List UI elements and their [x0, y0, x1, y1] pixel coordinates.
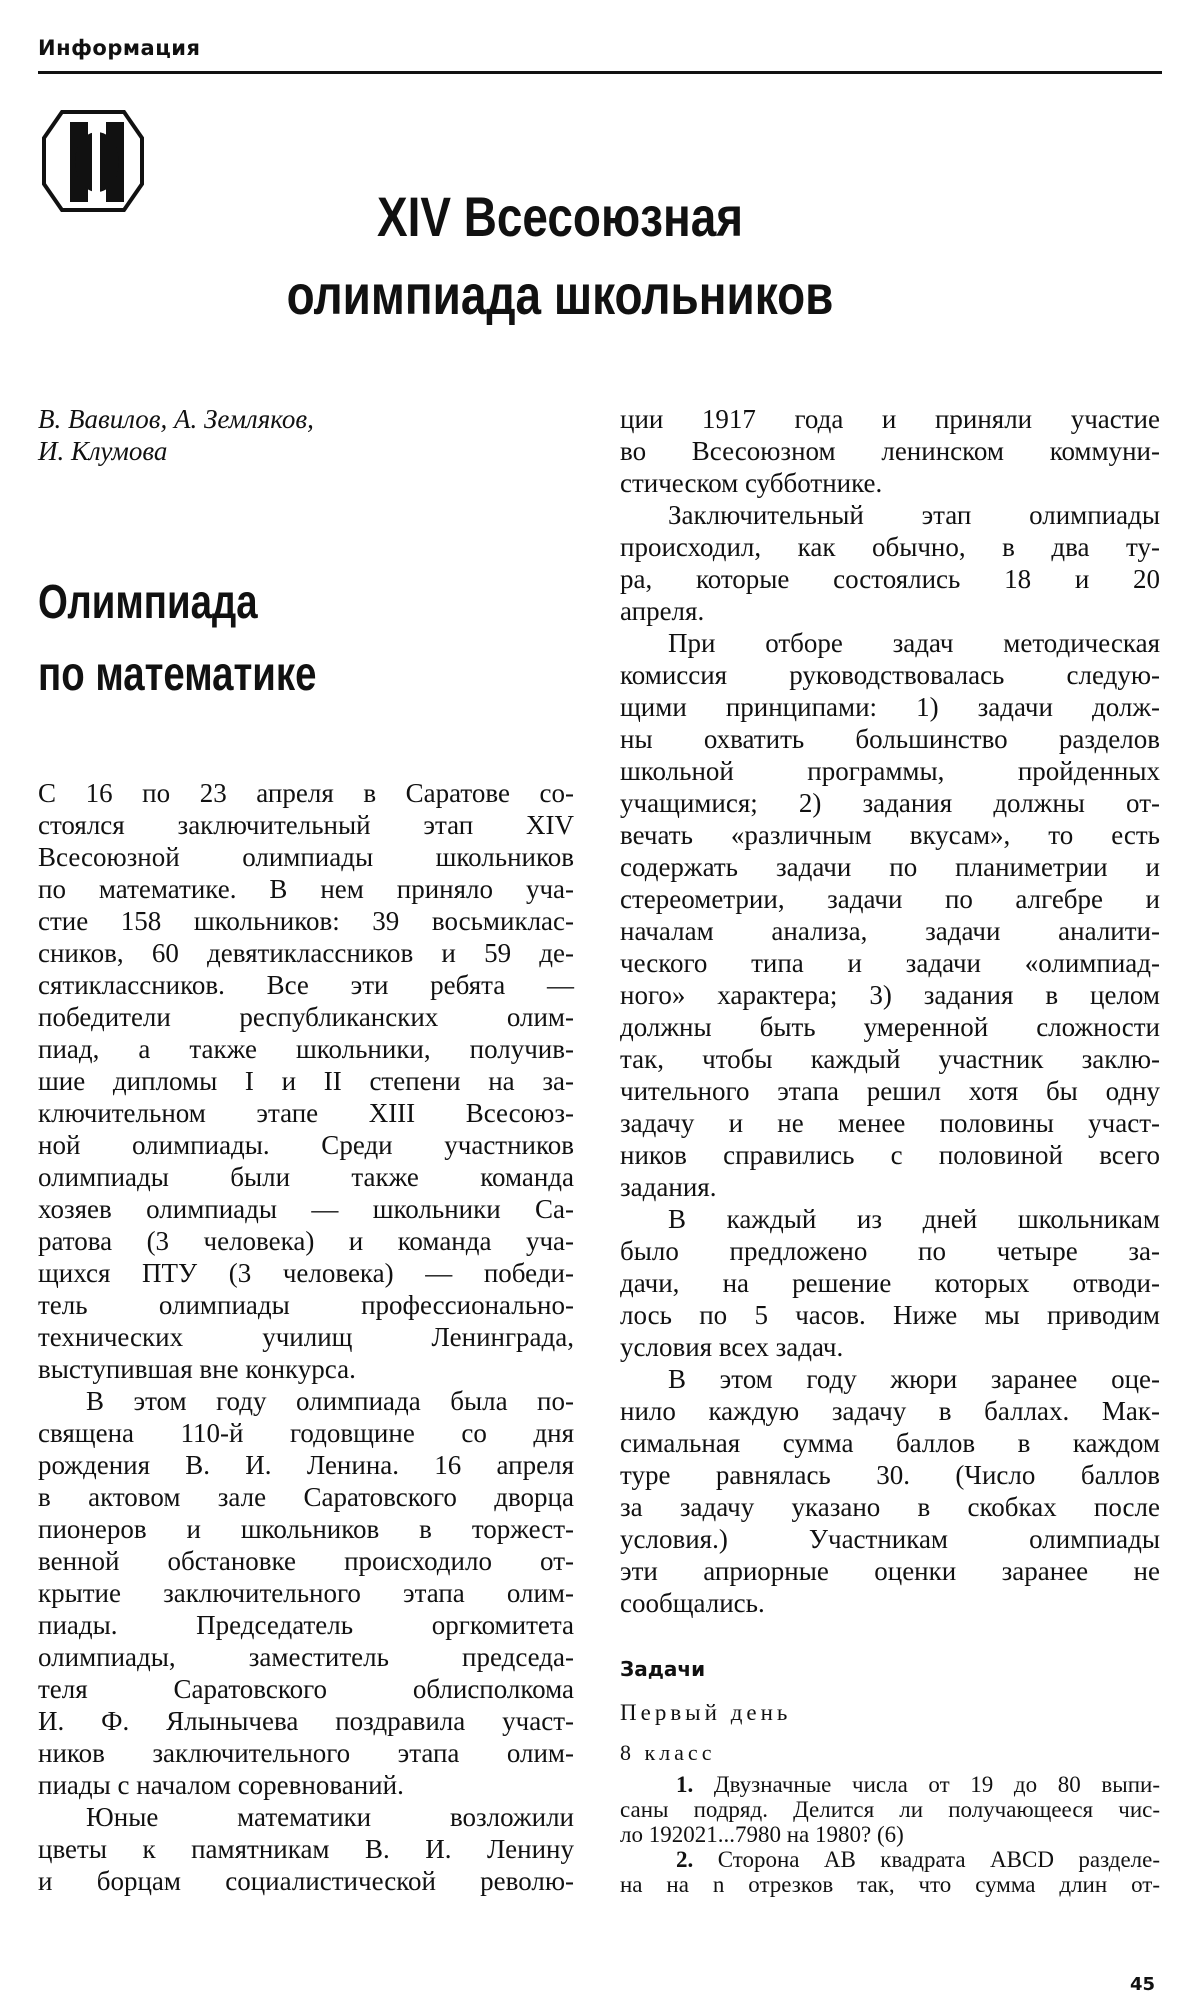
page-number: 45 — [1130, 1974, 1156, 1995]
task-line: саны подряд. Делится ли получающееся чис- — [620, 1797, 1160, 1822]
text-line: ной олимпиады. Среди участников — [38, 1130, 574, 1160]
text-line: ников справились с половиной всего — [620, 1140, 1160, 1170]
title-line: олимпиада школьников — [286, 263, 834, 326]
text-line: чительного этапа решил хотя бы одну — [620, 1076, 1160, 1106]
class-heading: 8 класс — [620, 1740, 716, 1765]
text-line: С 16 по 23 апреля в Саратове со- — [38, 778, 574, 808]
text-line: нило каждую задачу в баллах. Мак- — [620, 1396, 1160, 1426]
text-line: теля Саратовского облисполкома — [38, 1674, 574, 1704]
text-line: В этом году жюри заранее оце- — [668, 1364, 1160, 1394]
task-text: Двузначные числа от 19 до 80 выпи- — [713, 1772, 1160, 1797]
text-line: В этом году олимпиада была по- — [86, 1386, 574, 1416]
text-line: задания. — [620, 1172, 717, 1202]
text-line: пиад, а также школьники, получив- — [38, 1034, 574, 1064]
text-line: Заключительный этап олимпиады — [668, 500, 1160, 530]
text-line: стие 158 школьников: 39 восьмиклас- — [38, 906, 574, 936]
tasks-list — [620, 1772, 1160, 1897]
text-line: стереометрии, задачи по алгебре и — [620, 884, 1160, 914]
text-line: стоялся заключительный этап XIV — [38, 810, 574, 840]
text-line: В каждый из дней школьникам — [668, 1204, 1160, 1234]
text-line: в актовом зале Саратовского дворца — [38, 1482, 574, 1512]
title-line: XIV Всесоюзная — [376, 185, 744, 248]
text-line: симальная сумма баллов в каждом — [620, 1428, 1160, 1458]
task-number: 2. — [676, 1847, 694, 1872]
text-line: ны охватить большинство разделов — [620, 724, 1160, 754]
left-column — [38, 777, 574, 1897]
section-label: Информация — [38, 36, 201, 60]
text-line: хозяев олимпиады — школьники Са- — [38, 1194, 574, 1224]
text-line: венной обстановке происходило от- — [38, 1546, 574, 1576]
text-line: При отборе задач методическая — [668, 628, 1160, 658]
olympiad-emblem-icon — [40, 108, 146, 214]
text-line: должны быть умеренной сложности — [620, 1012, 1160, 1042]
author-line: В. Вавилов, А. Земляков, — [38, 404, 314, 434]
task-number: 1. — [676, 1772, 694, 1797]
task-text: Сторона AB квадрата ABCD разделе- — [717, 1847, 1160, 1872]
text-line: во Всесоюзном ленинском коммуни- — [620, 436, 1160, 466]
authors — [38, 403, 314, 467]
text-line: ции 1917 года и приняли участие — [620, 404, 1160, 434]
text-line: было предложено по четыре за- — [620, 1236, 1160, 1266]
text-line: эти априорные оценки заранее не — [620, 1556, 1160, 1586]
text-line: пиады. Председатель оргкомитета — [38, 1610, 574, 1640]
text-line: комиссия руководствовалась следую- — [620, 660, 1160, 690]
text-line: за задачу указано в скобках после — [620, 1492, 1160, 1522]
text-line: дачи, на решение которых отводи- — [620, 1268, 1160, 1298]
text-line: ключительном этапе XIII Всесоюз- — [38, 1098, 574, 1128]
text-line: Всесоюзной олимпиады школьников — [38, 842, 574, 872]
text-line: учащимися; 2) задания должны от- — [620, 788, 1160, 818]
text-line: так, чтобы каждый участник заклю- — [620, 1044, 1160, 1074]
text-line: сообщались. — [620, 1588, 765, 1618]
text-line: рождения В. И. Ленина. 16 апреля — [38, 1450, 574, 1480]
text-line: щими принципами: 1) задачи долж- — [620, 692, 1160, 722]
section-title-line: по математике — [38, 648, 317, 701]
text-line: цветы к памятникам В. И. Ленину — [38, 1834, 574, 1864]
task-line — [620, 1772, 1160, 1797]
text-line: крытие заключительного этапа олим- — [38, 1578, 574, 1608]
text-line: ра, которые состоялись 18 и 20 — [620, 564, 1160, 594]
text-line: условия.) Участникам олимпиады — [620, 1524, 1160, 1554]
right-column — [620, 403, 1160, 1619]
author-line: И. Клумова — [38, 436, 168, 466]
section-title — [38, 567, 316, 711]
text-line: туре равнялась 30. (Число баллов — [620, 1460, 1160, 1490]
text-line: пиады с началом соревнований. — [38, 1770, 404, 1800]
text-line: вечать «различным вкусам», то есть — [620, 820, 1160, 850]
text-line: ратова (3 человека) и команда уча- — [38, 1226, 574, 1256]
article-title — [248, 178, 871, 334]
text-line: стическом субботнике. — [620, 468, 883, 498]
header-rule — [38, 71, 1162, 74]
text-line: щихся ПТУ (3 человека) — победи- — [38, 1258, 574, 1288]
text-line: Юные математики возложили — [86, 1802, 574, 1832]
text-line: тель олимпиады профессионально- — [38, 1290, 574, 1320]
text-line: выступившая вне конкурса. — [38, 1354, 356, 1384]
task-line — [620, 1847, 1160, 1872]
text-line: ников заключительного этапа олим- — [38, 1738, 574, 1768]
text-line: пионеров и школьников в торжест- — [38, 1514, 574, 1544]
text-line: лось по 5 часов. Ниже мы приводим — [620, 1300, 1160, 1330]
text-line: и борцам социалистической револю- — [38, 1866, 574, 1896]
text-line: технических училищ Ленинграда, — [38, 1322, 574, 1352]
task-line: на на n отрезков так, что сумма длин от- — [620, 1872, 1160, 1897]
text-line: ческого типа и задачи «олимпиад- — [620, 948, 1160, 978]
text-line: И. Ф. Ялынычева поздравила участ- — [38, 1706, 574, 1736]
text-line: олимпиады, заместитель председа- — [38, 1642, 574, 1672]
section-title-line: Олимпиада — [38, 576, 258, 629]
text-line: по математике. В нем приняло уча- — [38, 874, 574, 904]
text-line: сятиклассников. Все эти ребята — — [38, 970, 574, 1000]
text-line: олимпиады были также команда — [38, 1162, 574, 1192]
text-line: задачу и не менее половины участ- — [620, 1108, 1160, 1138]
text-line: сников, 60 девятиклассников и 59 де- — [38, 938, 574, 968]
text-line: условия всех задач. — [620, 1332, 844, 1362]
tasks-heading: Задачи — [620, 1657, 706, 1681]
text-line: шие дипломы I и II степени на за- — [38, 1066, 574, 1096]
text-line: школьной программы, пройденных — [620, 756, 1160, 786]
day-heading: Первый день — [620, 1700, 792, 1725]
text-line: ного» характера; 3) задания в целом — [620, 980, 1160, 1010]
task-line: ло 192021...7980 на 1980? (6) — [620, 1822, 904, 1847]
text-line: происходил, как обычно, в два ту- — [620, 532, 1160, 562]
text-line: содержать задачи по планиметрии и — [620, 852, 1160, 882]
text-line: апреля. — [620, 596, 705, 626]
text-line: священа 110-й годовщине со дня — [38, 1418, 574, 1448]
text-line: началам анализа, задачи аналити- — [620, 916, 1160, 946]
text-line: победители республиканских олим- — [38, 1002, 574, 1032]
